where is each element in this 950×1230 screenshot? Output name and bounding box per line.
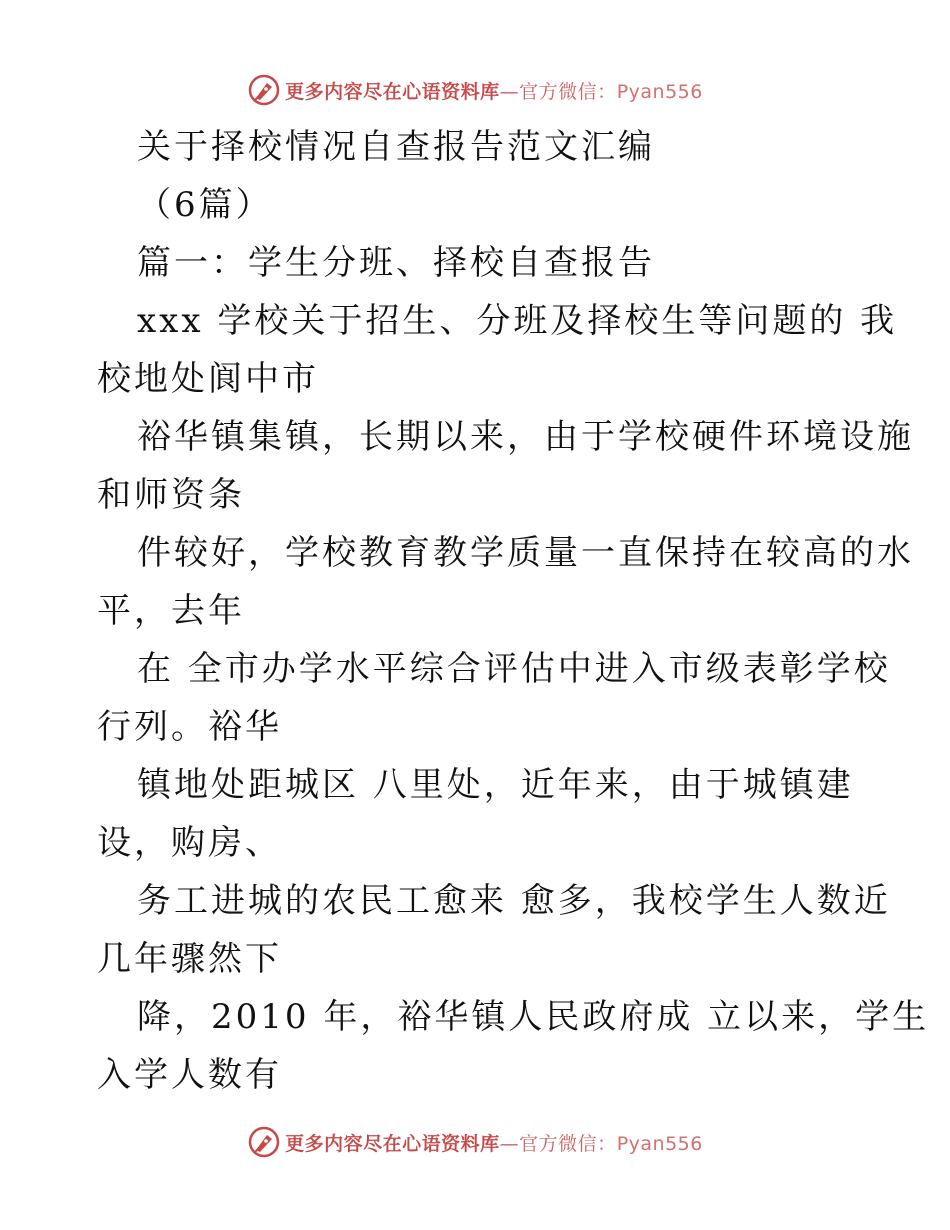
header-banner — [0, 70, 950, 110]
document-line: 平，去年 — [97, 591, 245, 631]
banner-contact-label: 官方微信： — [519, 1132, 617, 1155]
document-line: 降，2010 年，裕华镇人民政府成 立以来，学生 — [137, 997, 930, 1037]
banner-site-text: 更多内容尽在心语资料库 — [285, 1132, 500, 1155]
document-line: 行列。裕华 — [97, 707, 282, 747]
pen-nib-logo-icon — [247, 1125, 281, 1159]
document-line: 在 全市办学水平综合评估中进入市级表彰学校 — [137, 649, 891, 689]
document-line: 几年骤然下 — [97, 939, 282, 979]
document-body — [97, 118, 930, 1104]
banner-site-text: 更多内容尽在心语资料库 — [285, 80, 500, 103]
document-line: 镇地处距城区 八里处，近年来，由于城镇建 — [137, 765, 854, 805]
banner-contact-label: 官方微信： — [519, 80, 617, 103]
banner-dash: — — [499, 1132, 520, 1155]
document-line: 裕华镇集镇，长期以来，由于学校硬件环境设施 — [137, 417, 914, 457]
banner-dash: — — [499, 80, 520, 103]
document-line: （6篇） — [137, 185, 273, 225]
banner-contact-id: Pyan556 — [616, 80, 703, 103]
document-line: 务工进城的农民工愈来 愈多，我校学生人数近 — [137, 881, 891, 921]
document-line: 入学人数有 — [97, 1055, 282, 1095]
footer-banner — [0, 1122, 950, 1162]
banner-contact-id: Pyan556 — [616, 1132, 703, 1155]
document-line: xxx 学校关于招生、分班及择校生等问题的 我 — [137, 301, 898, 341]
document-line: 关于择校情况自查报告范文汇编 — [137, 127, 655, 167]
pen-nib-logo-icon — [247, 73, 281, 107]
document-line: 篇一：学生分班、择校自查报告 — [137, 243, 655, 283]
document-line: 设，购房、 — [97, 823, 282, 863]
document-line: 件较好，学校教育教学质量一直保持在较高的水 — [137, 533, 914, 573]
document-line: 校地处阆中市 — [97, 359, 319, 399]
document-line: 和师资条 — [97, 475, 245, 515]
